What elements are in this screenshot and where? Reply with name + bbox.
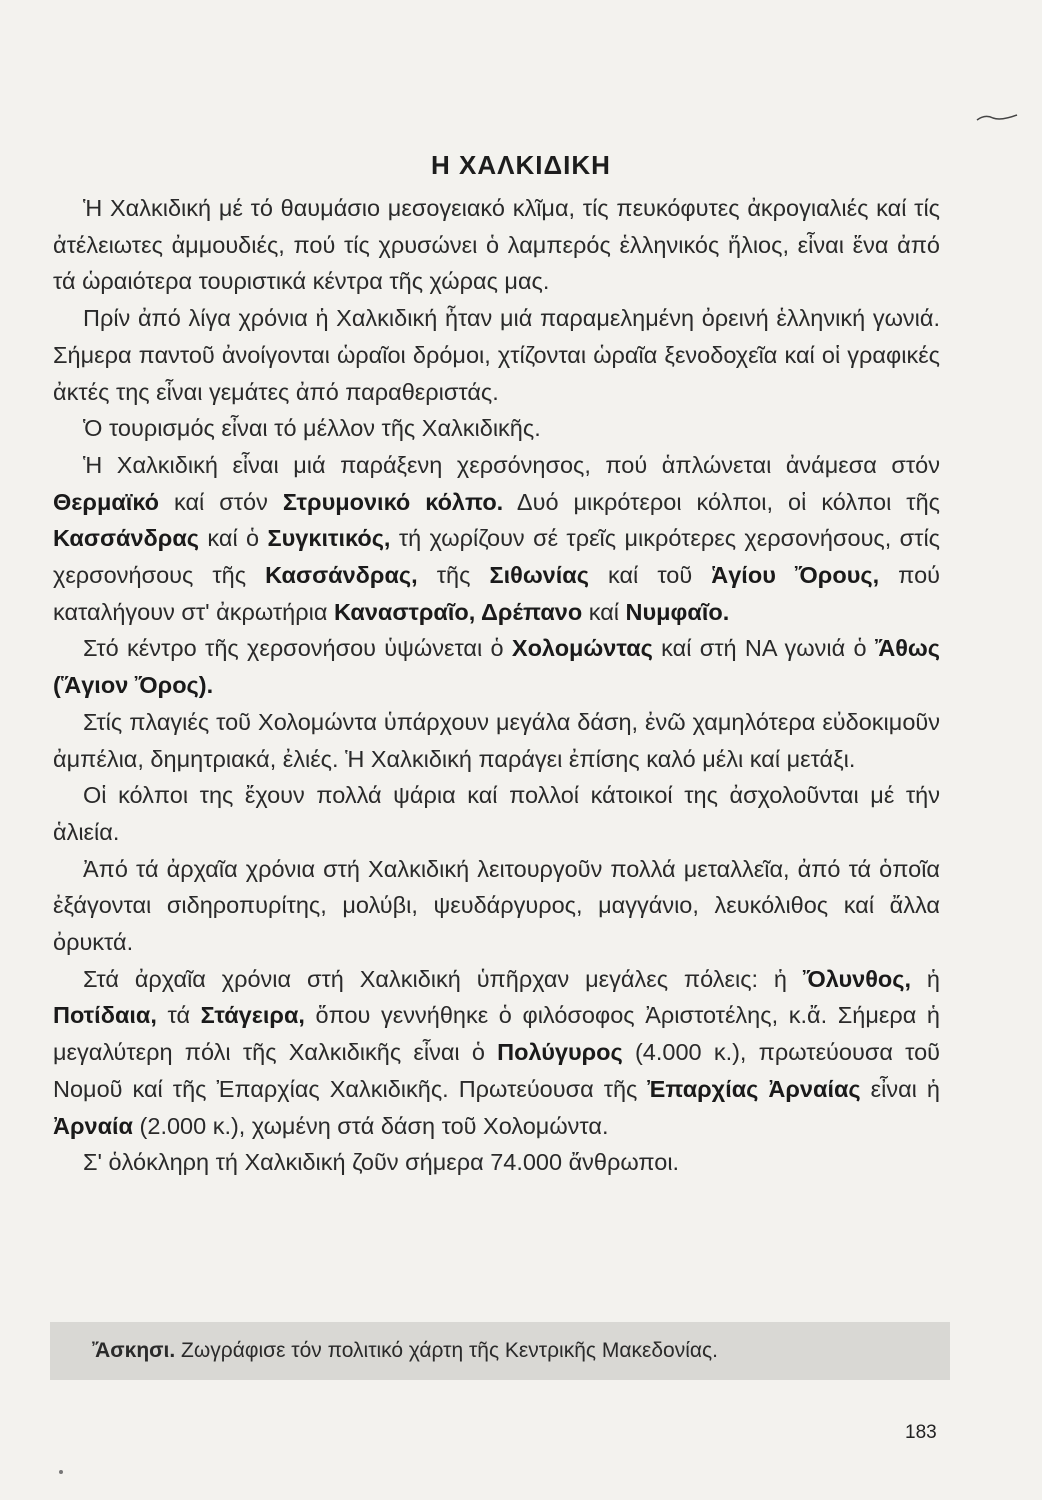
bold-term: Στάγειρα,: [200, 1002, 305, 1029]
text-run: καί στή ΝΑ γωνιά ὁ: [652, 635, 875, 662]
bold-term: Νυμφαῖο.: [625, 598, 730, 625]
text-run: Οἱ κόλποι της ἔχουν πολλά ψάρια καί πολλοί κάτοικοί της ἀσχολοῦνται μέ τήν ἁλιεία.: [53, 782, 940, 845]
bold-term: Συγκιτικός,: [267, 525, 391, 552]
paragraph: [53, 630, 940, 703]
text-run: Ὁ τουρισμός εἶναι τό μέλλον τῆς Χαλκιδικῆς.: [83, 415, 541, 442]
bold-term: Στρυμονικό κόλπο.: [282, 488, 504, 515]
text-run: Δυό μικρότεροι κόλποι, οἱ κόλποι τῆς: [503, 488, 940, 515]
text-run: ὅπου γεννήθηκε ὁ φιλόσοφος Ἀριστοτέλης, κ.ἄ. Σήμερα ἡ μεγαλύτερη πόλι τῆς Χαλκιδικῆς εἶναι ὁ: [53, 1002, 940, 1066]
text-run: Ἡ Χαλκιδική εἶναι μιά παράξενη χερσόνησος, πού ἁπλώνεται ἀνάμεσα στόν: [83, 451, 940, 478]
bold-term: Ἐπαρχίας Ἀρναίας: [647, 1075, 861, 1102]
text-run: τῆς: [417, 562, 490, 589]
paragraph: [53, 704, 940, 777]
bold-term: Σιθωνίας: [489, 562, 589, 589]
bold-term: Ἁγίου Ὄρους,: [711, 562, 880, 589]
bold-term: Ἄθως (Ἅγιον Ὄρος).: [53, 635, 940, 699]
text-run: καί: [582, 598, 626, 625]
page-title: Η ΧΑΛΚΙΔΙΚΗ: [431, 150, 611, 180]
bold-term: Ἀρναία: [53, 1112, 134, 1139]
ink-mark-decoration: [975, 112, 1019, 122]
bold-term: Ὄλυνθος,: [802, 965, 912, 992]
exercise-text: Ζωγράφισε τόν πολιτικό χάρτη τῆς Κεντρικῆς Μακεδονίας.: [175, 1339, 718, 1362]
bold-term: Θερμαϊκό: [53, 488, 160, 515]
bold-term: Πολύγυρος: [497, 1039, 623, 1066]
paragraph: [53, 851, 940, 961]
text-run: καί ὁ: [199, 525, 268, 552]
paragraph: [53, 1144, 940, 1181]
exercise-box: [50, 1322, 950, 1380]
text-run: τή χωρίζουν σέ τρεῖς μικρότερες χερσονήσους, στίς χερσονήσους τῆς: [53, 525, 940, 589]
bold-term: Καναστραῖο, Δρέπανο: [333, 598, 583, 625]
body-text: [53, 190, 940, 1181]
text-run: πού καταλήγουν στ' ἀκρωτήρια: [53, 562, 940, 625]
text-run: τά: [156, 1002, 201, 1029]
text-run: Στά ἀρχαῖα χρόνια στή Χαλκιδική ὑπῆρχαν μεγάλες πόλεις: ἡ: [83, 965, 803, 992]
text-run: Ἀπό τά ἀρχαῖα χρόνια στή Χαλκιδική λειτουργοῦν πολλά μεταλλεῖα, ἀπό τά ὁποῖα ἐξάγονται σιδηροπυρίτης, μολύβι, ψευδάργυρος, μαγγάνιο, λευκόλιθος καί ἄλλα ὀρυκτά.: [53, 855, 940, 956]
paragraph: [53, 447, 940, 631]
text-run: Στό κέντρο τῆς χερσονήσου ὑψώνεται ὁ: [83, 635, 512, 662]
bold-term: Κασσάνδρας,: [265, 562, 418, 589]
text-run: Σ' ὁλόκληρη τή Χαλκιδική ζοῦν σήμερα 74.000 ἄνθρωποι.: [83, 1149, 680, 1176]
text-run: Πρίν ἀπό λίγα χρόνια ἡ Χαλκιδική ἦταν μιά παραμελημένη ὀρεινή ἑλληνική γωνιά. Σήμερα παντοῦ ἀνοίγονται ὡραῖοι δρόμοι, χτίζονται ὡραῖα ξενοδοχεῖα καί οἱ γραφικές ἀκτές της εἶναι γεμάτες ἀπό παραθεριστάς.: [53, 305, 940, 405]
paragraph: [53, 410, 940, 447]
text-run: ἡ: [911, 965, 940, 992]
text-run: Στίς πλαγιές τοῦ Χολομώντα ὑπάρχουν μεγάλα δάση, ἐνῶ χαμηλότερα εὐδοκιμοῦν ἀμπέλια, δημητριακά, ἐλιές. Ἡ Χαλκιδική παράγει ἐπίσης καλό μέλι καί μετάξι.: [53, 708, 940, 772]
text-run: καί τοῦ: [588, 562, 712, 589]
bold-term: Κασσάνδρας: [53, 525, 200, 552]
paragraph: [53, 300, 940, 410]
page-speck-decoration: [59, 1470, 63, 1474]
text-run: Ἡ Χαλκιδική μέ τό θαυμάσιο μεσογειακό κλῖμα, τίς πευκόφυτες ἀκρογιαλιές καί τίς ἀτέλειωτες ἀμμουδιές, πού τίς χρυσώνει ὁ λαμπερός ἑλληνικός ἥλιος, εἶναι ἕνα ἀπό τά ὡραιότερα τουριστικά κέντρα τῆς χώρας μας.: [53, 195, 940, 295]
paragraph: [53, 961, 940, 1145]
text-run: (4.000 κ.), πρωτεύουσα τοῦ Νομοῦ καί τῆς Ἐπαρχίας Χαλκιδικῆς. Πρωτεύουσα τῆς: [53, 1039, 940, 1102]
paragraph: [53, 777, 940, 850]
text-run: (2.000 κ.), χωμένη στά δάση τοῦ Χολομώντα.: [133, 1112, 609, 1139]
paragraph: [53, 190, 940, 300]
exercise-label: Ἄσκησι.: [92, 1339, 176, 1362]
bold-term: Χολομώντας: [511, 635, 653, 662]
text-run: εἶναι ἡ: [860, 1075, 940, 1102]
text-run: καί στόν: [159, 488, 283, 515]
page-number: 183: [905, 1422, 937, 1443]
bold-term: Ποτίδαια,: [53, 1002, 157, 1029]
